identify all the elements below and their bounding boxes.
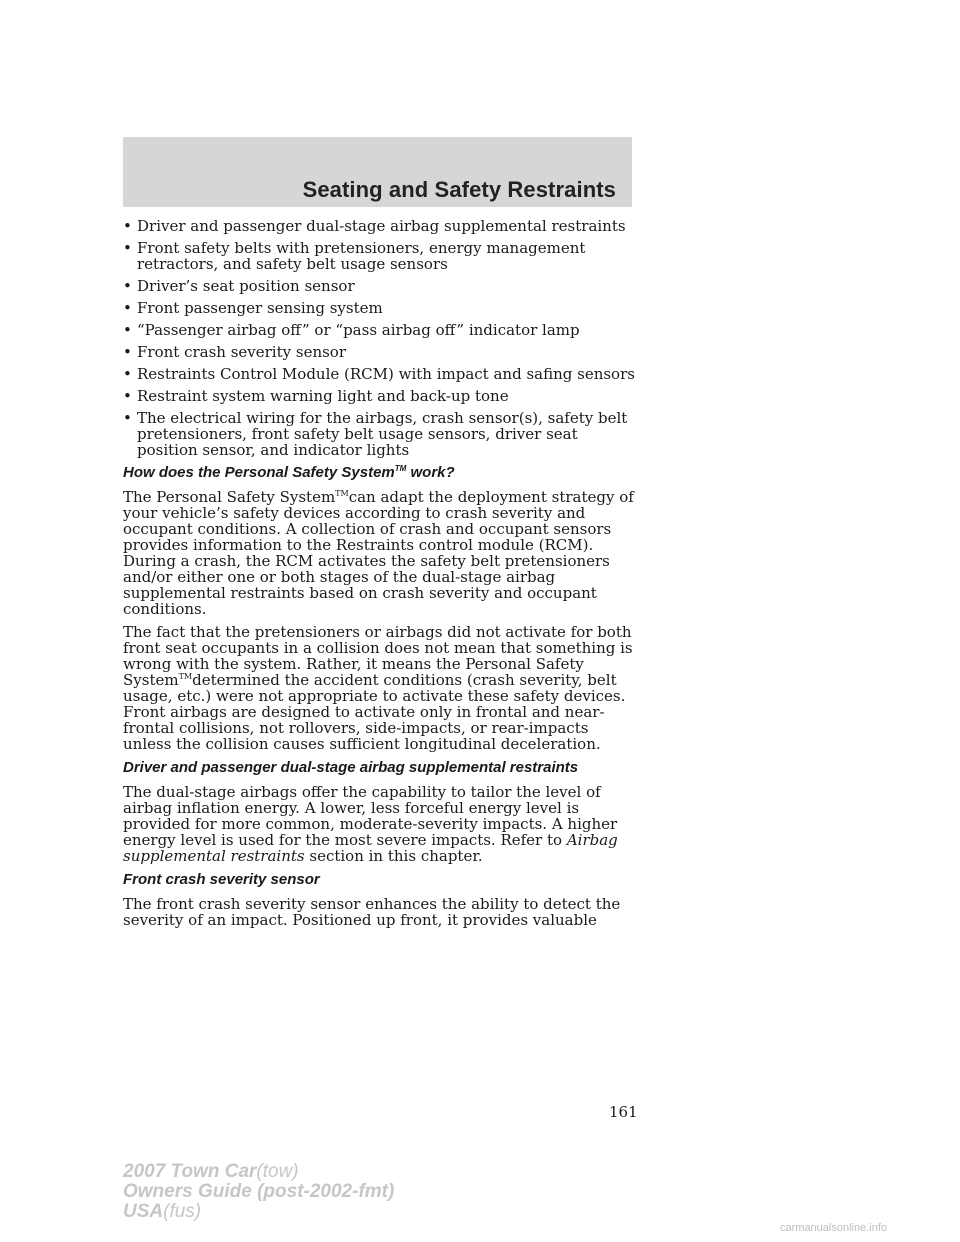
page-number: 161 (609, 1103, 638, 1121)
page-content (123, 218, 635, 935)
bullet-icon: • (123, 321, 132, 339)
cross-reference-link: Airbag supplemental restraints (123, 831, 618, 865)
chapter-title: Seating and Safety Restraints (302, 177, 616, 202)
chapter-header-band (123, 137, 632, 207)
list-item: • Front safety belts with pretensioners, energy management retractors, and safety belt usage sensors (123, 239, 586, 273)
bullet-icon: • (123, 343, 132, 361)
footer-guide-type: Owners Guide (post-2002-fmt) (123, 1181, 395, 1202)
list-item: • Restraint system warning light and back-up tone (123, 387, 509, 405)
section-heading-dual-stage-airbags: Driver and passenger dual-stage airbag supplemental restraints (123, 759, 579, 776)
feature-list (123, 218, 635, 458)
footer-model-code: (tow) (256, 1161, 299, 1182)
list-item: • Restraints Control Module (RCM) with impact and safing sensors (123, 365, 635, 383)
footer-market: USA (123, 1201, 164, 1222)
trademark-mark: TM (394, 464, 407, 473)
bullet-icon: • (123, 217, 132, 235)
footer-market-code: (fus) (163, 1201, 202, 1222)
list-item: • Driver’s seat position sensor (123, 277, 355, 295)
site-watermark: carmanualsonline.info (780, 1222, 888, 1234)
paragraph: The fact that the pretensioners or airbags did not activate for both front seat occupants in a collision does not mean that something is wrong with the system. Rather, it means the Personal Safety System™determined the accident conditions (crash severity, belt usage, etc.) were not appropriate to activate these safety devices. Front airbags are designed to activate only in frontal and near-frontal collisions, not rollovers, side-impacts, or rear-impacts unless the collision causes sufficient longitudinal deceleration. (123, 623, 633, 753)
trademark-mark: TM (335, 489, 349, 498)
bullet-icon: • (123, 387, 132, 405)
bullet-icon: • (123, 409, 132, 427)
bullet-icon: • (123, 277, 132, 295)
list-item: • Front passenger sensing system (123, 299, 383, 317)
document-footer (123, 1162, 394, 1222)
section-heading-crash-sensor: Front crash severity sensor (123, 871, 320, 888)
list-item: • Driver and passenger dual-stage airbag supplemental restraints (123, 217, 626, 235)
footer-model: 2007 Town Car (123, 1161, 257, 1182)
paragraph: The front crash severity sensor enhances the ability to detect the severity of an impact. Positioned up front, it provides valuable (123, 895, 621, 929)
section-heading-how-it-works: How does the Personal Safety System™ work? (123, 464, 455, 481)
bullet-icon: • (123, 239, 132, 257)
trademark-mark: TM (178, 672, 193, 681)
bullet-icon: • (123, 299, 132, 317)
bullet-icon: • (123, 365, 132, 383)
paragraph: The Personal Safety System™can adapt the deployment strategy of your vehicle’s safety devices according to crash severity and occupant conditions. A collection of crash and occupant sensors provides information to the Restraints control module (RCM). During a crash, the RCM activates the safety belt pretensioners and/or either one or both stages of the dual-stage airbag supplemental restraints based on crash severity and occupant conditions. (123, 488, 634, 618)
paragraph: The dual-stage airbags offer the capability to tailor the level of airbag inflation energy. A lower, less forceful energy level is provided for more common, moderate-severity impacts. A higher energy level is used for the most severe impacts. Refer to Airbag supplemental restraints section in this chapter. (123, 783, 618, 865)
list-item: • The electrical wiring for the airbags, crash sensor(s), safety belt pretensioners, front safety belt usage sensors, driver seat position sensor, and indicator lights (123, 409, 628, 459)
list-item: • Front crash severity sensor (123, 343, 347, 361)
list-item: • “Passenger airbag off” or “pass airbag off” indicator lamp (123, 321, 580, 339)
